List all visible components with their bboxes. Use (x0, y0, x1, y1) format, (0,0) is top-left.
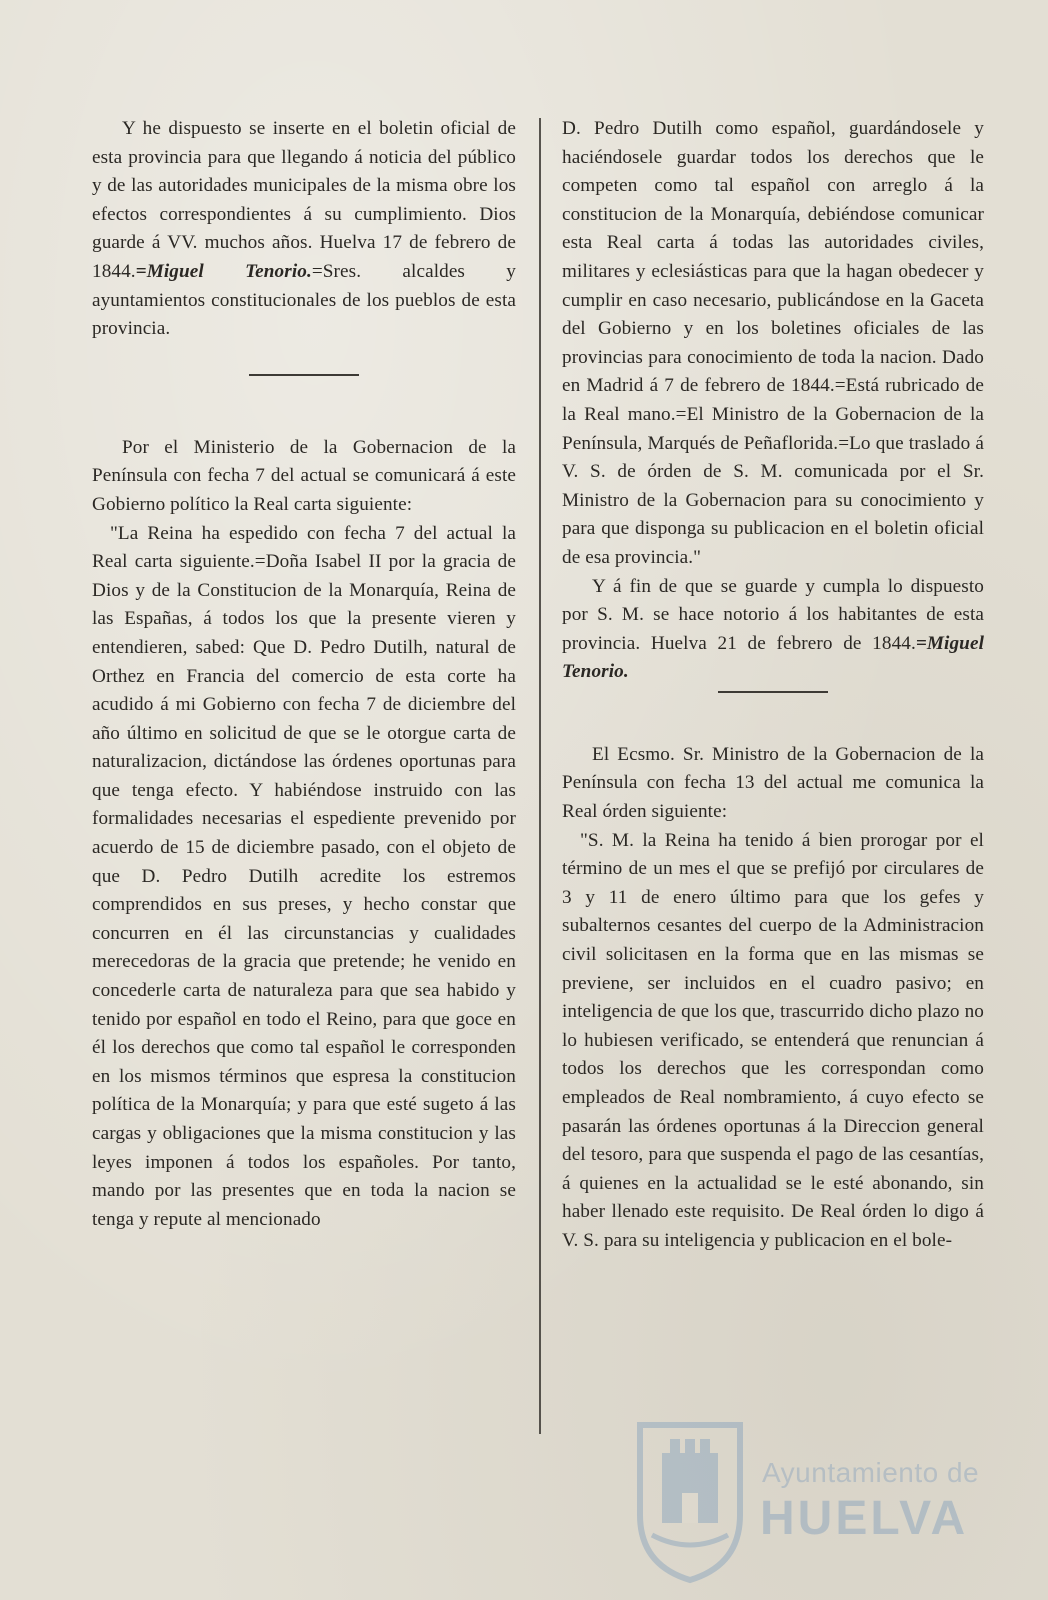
watermark-line2: HUELVA (760, 1492, 969, 1545)
left-column (92, 115, 516, 1234)
ministry-intro-paragraph: El Ecsmo. Sr. Ministro de la Gobernacion de la Península con fecha 13 del actual me comunica la Real órden siguiente: (562, 743, 984, 823)
royal-letter-continuation: D. Pedro Dutilh como español, guardándosele y haciéndosele guardar todos los derechos que le competen como tal español con arreglo á la constitucion de la Monarquía, debiéndose comunicar esta Real carta á todas las autoridades civiles, militares y eclesiásticas para que la hagan obedecer y cumplir en caso necesario, publicándose en la Gaceta del Gobierno y en los boletines oficiales de las provincias para conocimiento de toda la nacion. Dado en Madrid á 7 de febrero de 1844.=Está rubricado de la Real mano.=El Ministro de la Gobernacion de la Península, Marqués de Peñaflorida.=Lo que traslado á V. S. de órden de S. M. comunicada por el Sr. Ministro de la Gobernacion para su conocimiento y para que disponga su publicacion en el boletin oficial de esa provincia." (562, 118, 984, 568)
city-shield-icon (630, 1405, 750, 1585)
royal-order-paragraph: "S. M. la Reina ha tenido á bien prorogar por el término de un mes el que se prefijó por circulares de 3 y 11 de enero último para que los gefes y subalternos cesantes del cuerpo de la Administracion civil solicitasen en la forma que en las mismas se previene, ser incluidos en el cuadro pasivo; en inteligencia de que los que, trascurrido dicho plazo no lo hubiesen verificado, se entenderá que renuncian á todos los derechos que les correspondan como empleados de Real nombramiento, á cuyo efecto se pasarán las órdenes oportunas á la Direccion general del tesoro, para que suspenda el pago de las cesantías, á quienes en la actualidad se le esté abonando, sin haber llenado este requisito. De Real órden lo digo á V. S. para su inteligencia y publicacion en el bole- (562, 829, 984, 1251)
notice-paragraph: Y á fin de que se guarde y cumpla lo dispuesto por S. M. se hace notorio á los habitantes de esta provincia. Huelva 21 de febrero de 1844.=Miguel Tenorio. (562, 575, 984, 683)
column-divider (539, 118, 541, 1434)
signature: =Miguel Tenorio. (562, 632, 984, 683)
watermark-line1: Ayuntamiento de (762, 1457, 980, 1488)
signature: =Miguel Tenorio. (135, 260, 312, 282)
watermark (630, 1405, 990, 1585)
closing-paragraph: Y he dispuesto se inserte en el boletin oficial de esta provincia para que llegando á noticia del público y de las autoridades municipales de la misma obre los efectos correspondientes á su cumplimiento. Dios guarde á VV. muchos años. Huelva 17 de febrero de 1844.=Miguel Tenorio.=Sres. alcaldes y ayuntamientos constitucionales de los pueblos de esta provincia. (92, 118, 516, 340)
royal-letter-paragraph: "La Reina ha espedido con fecha 7 del actual la Real carta siguiente.=Doña Isabel II por la gracia de Dios y de la Constitucion de la Monarquía, Reina de las Españas, á todos los que la presente vieren y entendieren, sabed: Que D. Pedro Dutilh, natural de Orthez en Francia del comercio de esta corte ha acudido á mi Gobierno con fecha 7 de diciembre del año último en solicitud de que se le otorgue carta de naturalizacion, dictándose las órdenes oportunas para que tenga efecto. Y habiéndose instruido con las formalidades necesarias el espediente prevenido por acuerdo de 15 de diciembre pasado, con el objeto de que D. Pedro Dutilh acredite los estremos comprendidos en sus preses, y hecho constar que concurren en él las circunstancias y cualidades merecedoras de la gracia que pretende; he venido en concederle carta de naturaleza para que sea habido y tenido por español en todo el Reino, para que goce en él los derechos que como tal español le corresponden en los mismos términos que espresa la constitucion política de la Monarquía; y para que esté sugeto á las cargas y obligaciones que la misma constitucion y las leyes imponen á todos los españoles. Por tanto, mando por las presentes que en toda la nacion se tenga y repute al mencionado (92, 522, 516, 1230)
intro-paragraph: Por el Ministerio de la Gobernacion de la Península con fecha 7 del actual se comunicará á este Gobierno político la Real carta siguiente: (92, 436, 516, 515)
right-column (562, 115, 984, 1256)
